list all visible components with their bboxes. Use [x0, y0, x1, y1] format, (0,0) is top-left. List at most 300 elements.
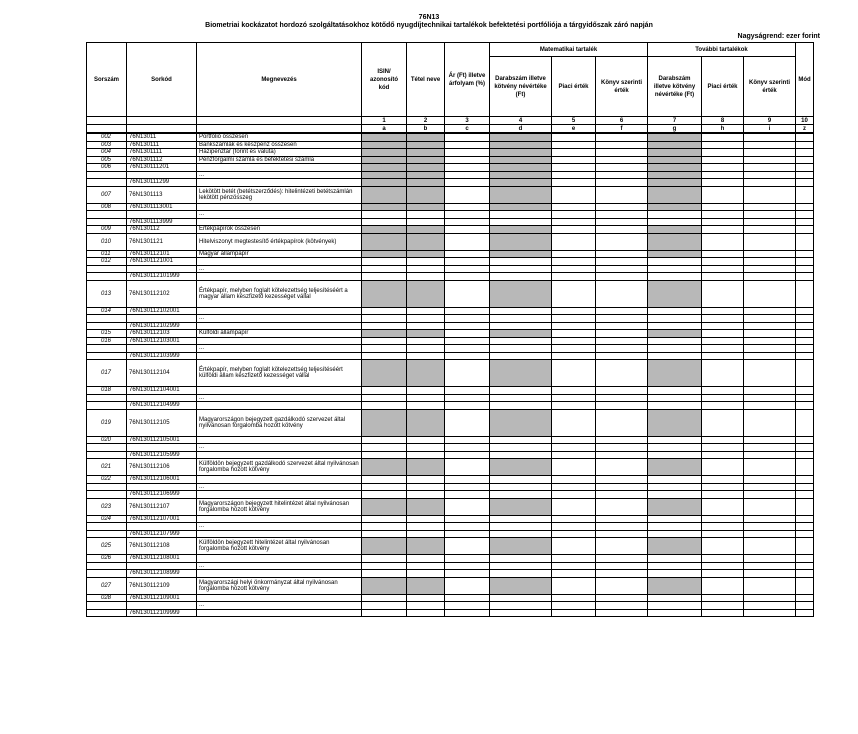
data-cell[interactable]: [407, 258, 445, 266]
data-cell[interactable]: [744, 436, 796, 444]
data-cell[interactable]: [744, 345, 796, 353]
data-cell[interactable]: [445, 538, 490, 555]
data-cell[interactable]: [702, 171, 744, 179]
data-cell[interactable]: [445, 387, 490, 395]
data-cell[interactable]: [702, 141, 744, 149]
data-cell[interactable]: [362, 609, 407, 617]
data-cell[interactable]: [552, 483, 596, 491]
data-cell[interactable]: [596, 315, 648, 323]
data-cell[interactable]: [596, 609, 648, 617]
data-cell[interactable]: [552, 179, 596, 187]
data-cell[interactable]: [648, 179, 702, 187]
data-cell[interactable]: [648, 451, 702, 459]
data-cell[interactable]: [490, 149, 552, 157]
data-cell[interactable]: [744, 476, 796, 484]
data-cell[interactable]: [490, 218, 552, 226]
data-cell[interactable]: [648, 164, 702, 172]
data-cell[interactable]: [648, 186, 702, 203]
data-cell[interactable]: [362, 156, 407, 164]
data-cell[interactable]: [490, 498, 552, 515]
data-cell[interactable]: [552, 218, 596, 226]
data-cell[interactable]: [407, 436, 445, 444]
data-cell[interactable]: [796, 211, 814, 219]
data-cell[interactable]: [490, 459, 552, 476]
data-cell[interactable]: [702, 530, 744, 538]
data-cell[interactable]: [596, 394, 648, 402]
data-cell[interactable]: [407, 179, 445, 187]
data-cell[interactable]: [648, 337, 702, 345]
data-cell[interactable]: [362, 602, 407, 610]
data-cell[interactable]: [490, 538, 552, 555]
data-cell[interactable]: [796, 602, 814, 610]
data-cell[interactable]: [362, 436, 407, 444]
data-cell[interactable]: [596, 515, 648, 523]
data-cell[interactable]: [648, 330, 702, 338]
data-cell[interactable]: [445, 459, 490, 476]
data-cell[interactable]: [744, 133, 796, 141]
data-cell[interactable]: [596, 141, 648, 149]
data-cell[interactable]: [552, 402, 596, 410]
data-cell[interactable]: [796, 186, 814, 203]
data-cell[interactable]: [796, 360, 814, 387]
data-cell[interactable]: [648, 491, 702, 499]
data-cell[interactable]: [596, 133, 648, 141]
data-cell[interactable]: [596, 491, 648, 499]
data-cell[interactable]: [744, 337, 796, 345]
data-cell[interactable]: [596, 330, 648, 338]
data-cell[interactable]: [552, 436, 596, 444]
data-cell[interactable]: [362, 360, 407, 387]
data-cell[interactable]: [648, 133, 702, 141]
data-cell[interactable]: [362, 577, 407, 594]
data-cell[interactable]: [490, 179, 552, 187]
data-cell[interactable]: [552, 156, 596, 164]
data-cell[interactable]: [490, 337, 552, 345]
data-cell[interactable]: [744, 562, 796, 570]
data-cell[interactable]: [596, 307, 648, 315]
data-cell[interactable]: [445, 218, 490, 226]
data-cell[interactable]: [362, 394, 407, 402]
data-cell[interactable]: [796, 233, 814, 250]
data-cell[interactable]: [362, 498, 407, 515]
data-cell[interactable]: [796, 491, 814, 499]
data-cell[interactable]: [407, 555, 445, 563]
data-cell[interactable]: [490, 609, 552, 617]
data-cell[interactable]: [648, 530, 702, 538]
data-cell[interactable]: [445, 394, 490, 402]
data-cell[interactable]: [407, 451, 445, 459]
data-cell[interactable]: [552, 360, 596, 387]
data-cell[interactable]: [744, 265, 796, 273]
data-cell[interactable]: [407, 186, 445, 203]
data-cell[interactable]: [702, 570, 744, 578]
data-cell[interactable]: [744, 315, 796, 323]
data-cell[interactable]: [596, 360, 648, 387]
data-cell[interactable]: [796, 570, 814, 578]
data-cell[interactable]: [596, 280, 648, 307]
data-cell[interactable]: [362, 345, 407, 353]
data-cell[interactable]: [552, 491, 596, 499]
data-cell[interactable]: [796, 156, 814, 164]
data-cell[interactable]: [362, 149, 407, 157]
data-cell[interactable]: [744, 555, 796, 563]
data-cell[interactable]: [596, 211, 648, 219]
data-cell[interactable]: [796, 523, 814, 531]
data-cell[interactable]: [490, 315, 552, 323]
data-cell[interactable]: [796, 538, 814, 555]
data-cell[interactable]: [796, 476, 814, 484]
data-cell[interactable]: [744, 322, 796, 330]
data-cell[interactable]: [744, 609, 796, 617]
data-cell[interactable]: [362, 171, 407, 179]
data-cell[interactable]: [596, 476, 648, 484]
data-cell[interactable]: [445, 330, 490, 338]
data-cell[interactable]: [702, 322, 744, 330]
data-cell[interactable]: [796, 409, 814, 436]
data-cell[interactable]: [596, 459, 648, 476]
data-cell[interactable]: [596, 402, 648, 410]
data-cell[interactable]: [596, 179, 648, 187]
data-cell[interactable]: [596, 250, 648, 258]
data-cell[interactable]: [596, 226, 648, 234]
data-cell[interactable]: [490, 203, 552, 211]
data-cell[interactable]: [796, 164, 814, 172]
data-cell[interactable]: [744, 330, 796, 338]
data-cell[interactable]: [490, 171, 552, 179]
data-cell[interactable]: [648, 265, 702, 273]
data-cell[interactable]: [648, 594, 702, 602]
data-cell[interactable]: [648, 387, 702, 395]
data-cell[interactable]: [407, 562, 445, 570]
data-cell[interactable]: [744, 156, 796, 164]
data-cell[interactable]: [596, 387, 648, 395]
data-cell[interactable]: [445, 250, 490, 258]
data-cell[interactable]: [702, 203, 744, 211]
data-cell[interactable]: [362, 402, 407, 410]
data-cell[interactable]: [744, 409, 796, 436]
data-cell[interactable]: [362, 133, 407, 141]
data-cell[interactable]: [596, 171, 648, 179]
data-cell[interactable]: [490, 186, 552, 203]
data-cell[interactable]: [407, 280, 445, 307]
data-cell[interactable]: [744, 394, 796, 402]
data-cell[interactable]: [552, 459, 596, 476]
data-cell[interactable]: [407, 156, 445, 164]
data-cell[interactable]: [445, 451, 490, 459]
data-cell[interactable]: [744, 570, 796, 578]
data-cell[interactable]: [362, 226, 407, 234]
data-cell[interactable]: [702, 352, 744, 360]
data-cell[interactable]: [744, 360, 796, 387]
data-cell[interactable]: [362, 352, 407, 360]
data-cell[interactable]: [445, 577, 490, 594]
data-cell[interactable]: [445, 211, 490, 219]
data-cell[interactable]: [702, 280, 744, 307]
data-cell[interactable]: [596, 186, 648, 203]
data-cell[interactable]: [702, 483, 744, 491]
data-cell[interactable]: [596, 322, 648, 330]
data-cell[interactable]: [596, 258, 648, 266]
data-cell[interactable]: [796, 352, 814, 360]
data-cell[interactable]: [362, 451, 407, 459]
data-cell[interactable]: [407, 459, 445, 476]
data-cell[interactable]: [744, 250, 796, 258]
data-cell[interactable]: [407, 491, 445, 499]
data-cell[interactable]: [596, 436, 648, 444]
data-cell[interactable]: [490, 226, 552, 234]
data-cell[interactable]: [490, 345, 552, 353]
data-cell[interactable]: [744, 211, 796, 219]
data-cell[interactable]: [490, 273, 552, 281]
data-cell[interactable]: [744, 602, 796, 610]
data-cell[interactable]: [490, 322, 552, 330]
data-cell[interactable]: [490, 387, 552, 395]
data-cell[interactable]: [702, 577, 744, 594]
data-cell[interactable]: [648, 250, 702, 258]
data-cell[interactable]: [362, 250, 407, 258]
data-cell[interactable]: [596, 451, 648, 459]
data-cell[interactable]: [552, 171, 596, 179]
data-cell[interactable]: [552, 345, 596, 353]
data-cell[interactable]: [596, 265, 648, 273]
data-cell[interactable]: [490, 451, 552, 459]
data-cell[interactable]: [744, 387, 796, 395]
data-cell[interactable]: [445, 273, 490, 281]
data-cell[interactable]: [648, 476, 702, 484]
data-cell[interactable]: [552, 570, 596, 578]
data-cell[interactable]: [407, 171, 445, 179]
data-cell[interactable]: [552, 451, 596, 459]
data-cell[interactable]: [445, 315, 490, 323]
data-cell[interactable]: [490, 307, 552, 315]
data-cell[interactable]: [362, 265, 407, 273]
data-cell[interactable]: [744, 530, 796, 538]
data-cell[interactable]: [648, 218, 702, 226]
data-cell[interactable]: [796, 555, 814, 563]
data-cell[interactable]: [490, 555, 552, 563]
data-cell[interactable]: [596, 483, 648, 491]
data-cell[interactable]: [362, 273, 407, 281]
data-cell[interactable]: [445, 530, 490, 538]
data-cell[interactable]: [648, 570, 702, 578]
data-cell[interactable]: [552, 265, 596, 273]
data-cell[interactable]: [702, 444, 744, 452]
data-cell[interactable]: [552, 594, 596, 602]
data-cell[interactable]: [445, 402, 490, 410]
data-cell[interactable]: [407, 345, 445, 353]
data-cell[interactable]: [552, 280, 596, 307]
data-cell[interactable]: [744, 149, 796, 157]
data-cell[interactable]: [796, 337, 814, 345]
data-cell[interactable]: [445, 337, 490, 345]
data-cell[interactable]: [744, 171, 796, 179]
data-cell[interactable]: [445, 226, 490, 234]
data-cell[interactable]: [796, 444, 814, 452]
data-cell[interactable]: [796, 258, 814, 266]
data-cell[interactable]: [362, 562, 407, 570]
data-cell[interactable]: [648, 515, 702, 523]
data-cell[interactable]: [552, 602, 596, 610]
data-cell[interactable]: [648, 555, 702, 563]
data-cell[interactable]: [407, 149, 445, 157]
data-cell[interactable]: [744, 226, 796, 234]
data-cell[interactable]: [407, 352, 445, 360]
data-cell[interactable]: [552, 149, 596, 157]
data-cell[interactable]: [552, 444, 596, 452]
data-cell[interactable]: [552, 322, 596, 330]
data-cell[interactable]: [445, 156, 490, 164]
data-cell[interactable]: [648, 483, 702, 491]
data-cell[interactable]: [702, 164, 744, 172]
data-cell[interactable]: [596, 218, 648, 226]
data-cell[interactable]: [362, 203, 407, 211]
data-cell[interactable]: [744, 538, 796, 555]
data-cell[interactable]: [490, 577, 552, 594]
data-cell[interactable]: [490, 491, 552, 499]
data-cell[interactable]: [552, 141, 596, 149]
data-cell[interactable]: [445, 444, 490, 452]
data-cell[interactable]: [407, 402, 445, 410]
data-cell[interactable]: [407, 360, 445, 387]
data-cell[interactable]: [702, 156, 744, 164]
data-cell[interactable]: [552, 577, 596, 594]
data-cell[interactable]: [490, 570, 552, 578]
data-cell[interactable]: [702, 250, 744, 258]
data-cell[interactable]: [407, 250, 445, 258]
data-cell[interactable]: [445, 360, 490, 387]
data-cell[interactable]: [744, 444, 796, 452]
data-cell[interactable]: [596, 345, 648, 353]
data-cell[interactable]: [490, 523, 552, 531]
data-cell[interactable]: [796, 330, 814, 338]
data-cell[interactable]: [445, 515, 490, 523]
data-cell[interactable]: [407, 409, 445, 436]
data-cell[interactable]: [490, 409, 552, 436]
data-cell[interactable]: [362, 164, 407, 172]
data-cell[interactable]: [407, 609, 445, 617]
data-cell[interactable]: [362, 315, 407, 323]
data-cell[interactable]: [407, 602, 445, 610]
data-cell[interactable]: [362, 570, 407, 578]
data-cell[interactable]: [744, 459, 796, 476]
data-cell[interactable]: [744, 491, 796, 499]
data-cell[interactable]: [362, 211, 407, 219]
data-cell[interactable]: [490, 594, 552, 602]
data-cell[interactable]: [702, 459, 744, 476]
data-cell[interactable]: [702, 555, 744, 563]
data-cell[interactable]: [407, 498, 445, 515]
data-cell[interactable]: [796, 250, 814, 258]
data-cell[interactable]: [596, 156, 648, 164]
data-cell[interactable]: [702, 594, 744, 602]
data-cell[interactable]: [407, 211, 445, 219]
data-cell[interactable]: [362, 322, 407, 330]
data-cell[interactable]: [648, 602, 702, 610]
data-cell[interactable]: [445, 133, 490, 141]
data-cell[interactable]: [744, 280, 796, 307]
data-cell[interactable]: [407, 570, 445, 578]
data-cell[interactable]: [552, 394, 596, 402]
data-cell[interactable]: [445, 233, 490, 250]
data-cell[interactable]: [648, 459, 702, 476]
data-cell[interactable]: [702, 273, 744, 281]
data-cell[interactable]: [552, 562, 596, 570]
data-cell[interactable]: [796, 394, 814, 402]
data-cell[interactable]: [490, 476, 552, 484]
data-cell[interactable]: [407, 164, 445, 172]
data-cell[interactable]: [796, 265, 814, 273]
data-cell[interactable]: [702, 491, 744, 499]
data-cell[interactable]: [445, 523, 490, 531]
data-cell[interactable]: [744, 594, 796, 602]
data-cell[interactable]: [702, 330, 744, 338]
data-cell[interactable]: [407, 394, 445, 402]
data-cell[interactable]: [407, 530, 445, 538]
data-cell[interactable]: [596, 352, 648, 360]
data-cell[interactable]: [648, 562, 702, 570]
data-cell[interactable]: [445, 258, 490, 266]
data-cell[interactable]: [648, 258, 702, 266]
data-cell[interactable]: [648, 345, 702, 353]
data-cell[interactable]: [552, 315, 596, 323]
data-cell[interactable]: [490, 352, 552, 360]
data-cell[interactable]: [445, 280, 490, 307]
data-cell[interactable]: [552, 409, 596, 436]
data-cell[interactable]: [796, 387, 814, 395]
data-cell[interactable]: [744, 164, 796, 172]
data-cell[interactable]: [596, 233, 648, 250]
data-cell[interactable]: [596, 203, 648, 211]
data-cell[interactable]: [362, 515, 407, 523]
data-cell[interactable]: [362, 307, 407, 315]
data-cell[interactable]: [490, 444, 552, 452]
data-cell[interactable]: [702, 307, 744, 315]
data-cell[interactable]: [648, 436, 702, 444]
data-cell[interactable]: [407, 515, 445, 523]
data-cell[interactable]: [702, 402, 744, 410]
data-cell[interactable]: [362, 523, 407, 531]
data-cell[interactable]: [796, 609, 814, 617]
data-cell[interactable]: [702, 211, 744, 219]
data-cell[interactable]: [596, 555, 648, 563]
data-cell[interactable]: [445, 555, 490, 563]
data-cell[interactable]: [490, 562, 552, 570]
data-cell[interactable]: [362, 337, 407, 345]
data-cell[interactable]: [552, 186, 596, 203]
data-cell[interactable]: [362, 218, 407, 226]
data-cell[interactable]: [744, 577, 796, 594]
data-cell[interactable]: [648, 307, 702, 315]
data-cell[interactable]: [796, 498, 814, 515]
data-cell[interactable]: [744, 258, 796, 266]
data-cell[interactable]: [744, 352, 796, 360]
data-cell[interactable]: [702, 476, 744, 484]
data-cell[interactable]: [796, 594, 814, 602]
data-cell[interactable]: [445, 307, 490, 315]
data-cell[interactable]: [362, 233, 407, 250]
data-cell[interactable]: [490, 141, 552, 149]
data-cell[interactable]: [552, 352, 596, 360]
data-cell[interactable]: [490, 515, 552, 523]
data-cell[interactable]: [648, 203, 702, 211]
data-cell[interactable]: [648, 273, 702, 281]
data-cell[interactable]: [490, 602, 552, 610]
data-cell[interactable]: [744, 273, 796, 281]
data-cell[interactable]: [648, 609, 702, 617]
data-cell[interactable]: [490, 265, 552, 273]
data-cell[interactable]: [796, 459, 814, 476]
data-cell[interactable]: [648, 149, 702, 157]
